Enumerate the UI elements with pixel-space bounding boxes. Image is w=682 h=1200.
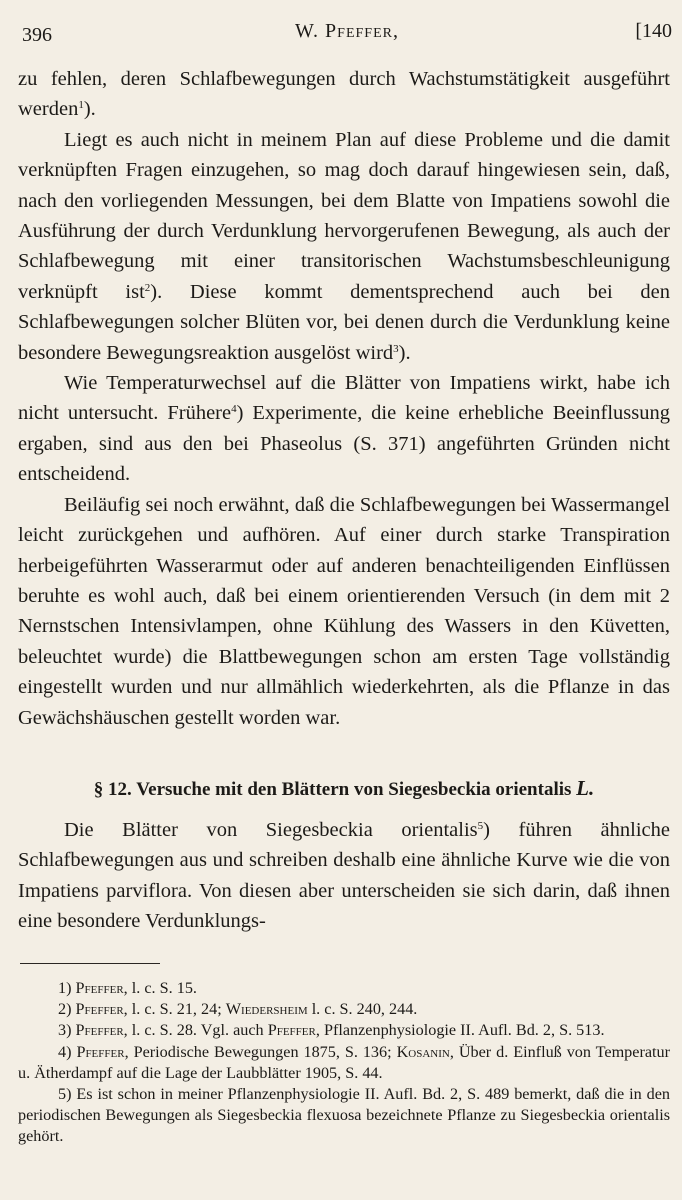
author-name: Kosanin (396, 1042, 450, 1061)
text-run: , l. c. S. 28. Vgl. auch (123, 1021, 268, 1040)
footnote (18, 978, 670, 999)
text-run: , l. c. S. 21, 24; (123, 1000, 226, 1019)
paragraph-text: ). (83, 98, 96, 121)
text-run: , Periodische Bewegungen 1875, S. 136; (124, 1042, 397, 1061)
text-run: , Pflanzenphysiologie II. Aufl. Bd. 2, S. 513. (315, 1021, 605, 1040)
paragraph (18, 490, 670, 733)
footnote (18, 999, 670, 1020)
author-name: Pfeffer (75, 1021, 124, 1040)
footnote-marker: 1 (78, 99, 84, 112)
text-run: ) Experimente, die keine erhebliche Beeinflussung ergaben, sind aus den bei Phaseolus (S. 371) angeführten Gründen nicht entscheidend. (18, 402, 670, 486)
running-header (22, 20, 672, 50)
author-name: Pfeffer (75, 979, 124, 997)
running-title: W. Pfeffer, (295, 20, 399, 42)
page-number: 396 (22, 24, 52, 46)
text-run: 1) (58, 979, 76, 997)
footnote-marker: 4 (231, 403, 237, 416)
paragraph (18, 368, 670, 490)
text-run: 3) (58, 1021, 76, 1040)
footnote-marker: 2 (144, 281, 151, 294)
text-run: 5) Es ist schon in meiner Pflanzenphysiologie II. Aufl. Bd. 2, S. 489 bemerkt, daß die in den periodischen Bewegungen als Siegesbeckia flexuosa bezeichnete Pflanze zu Siegesbeckia orientalis gehört. (18, 1085, 670, 1146)
text-run: 2) (58, 1000, 76, 1019)
author-name: Pfeffer (267, 1021, 316, 1040)
paragraph-text: zu fehlen, deren Schlafbewegungen durch Wachstumstätigkeit ausgeführt werden (18, 68, 670, 121)
text-run: , Über d. Einfluß von Temperatur u. Ätherdampf auf die Lage der Laubblätter 1905, S. 44. (18, 1042, 670, 1082)
text-run: l. c. S. 240, 244. (307, 1000, 418, 1019)
section-title: Versuche mit den Blättern von Siegesbeckia orientalis (136, 778, 572, 800)
author-name: Pfeffer (76, 1042, 125, 1061)
text-run: Beiläufig sei noch erwähnt, daß die Schlafbewegungen bei Wassermangel leicht zurückgehen und aufhören. Auf einer durch starke Transpiration herbeigeführten Wasserarmut oder auf anderen benachteiligenden Einflüssen beruhte es wohl auch, daß bei einem orientierenden Versuch (in dem mit 2 Nernstschen Intensivlampen, ohne Kühlung des Wassers in den Küvetten, beleuchtet wurde) die Blattbewegungen schon am ersten Tage vollständig eingestellt wurden und nur allmählich wiederkehrten, als die Pflanze in das Gewächshäuschen gestellt worden war. (18, 493, 670, 729)
footnote (18, 1084, 670, 1148)
bracket-page-ref: [140 (635, 20, 672, 42)
paragraph-continuation (18, 64, 670, 125)
paragraph (18, 125, 670, 368)
text-run: ). Diese kommt dementsprechend auch bei den Schlafbewegungen solcher Blüten vor, bei denen durch die Verdunklung keine besondere Bewegungsreaktion ausgelöst wird (18, 280, 670, 364)
text-run: , l. c. S. 15. (123, 979, 197, 997)
text-run: Wie Temperaturwechsel auf die Blätter von Impatiens wirkt, habe ich nicht untersucht. Frühere (18, 372, 670, 425)
footnote (18, 1042, 670, 1084)
text-run: Liegt es auch nicht in meinem Plan auf diese Probleme und die damit verknüpften Fragen einzugehen, so mag doch darauf hingewiesen sein, daß, nach den vorliegenden Messungen, bei dem Blatte von Impatiens sowohl die Ausführung der durch Verdunklung hervorgerufenen Bewegung, als auch der Schlafbewegung mit einer transitorischen Wachstumsbeschleunigung verknüpft ist (18, 128, 670, 303)
author-name: Pfeffer (75, 1000, 124, 1019)
footnote-separator (20, 963, 160, 964)
section-author-abbr: L. (576, 775, 595, 800)
section-number: § 12. (93, 778, 132, 800)
text-run: ). (398, 341, 411, 364)
footnote-marker: 3 (393, 342, 399, 355)
section-paragraph (18, 815, 670, 937)
footnotes (18, 978, 670, 1148)
footnote (18, 1020, 670, 1041)
text-run: Die Blätter von Siegesbeckia orientalis (64, 818, 478, 841)
body-text (18, 64, 670, 937)
author-name: Wiedersheim (225, 1000, 308, 1019)
text-run: ) führen ähnliche Schlafbewegungen aus und schreiben deshalb eine ähnliche Kurve wie die von Impatiens parviflora. Von diesen aber unterscheiden sie sich darin, daß ihnen eine besondere Verdunklungs- (18, 818, 670, 933)
text-run: 4) (58, 1042, 77, 1061)
footnote-marker: 5 (477, 819, 484, 832)
section-heading (18, 773, 670, 805)
